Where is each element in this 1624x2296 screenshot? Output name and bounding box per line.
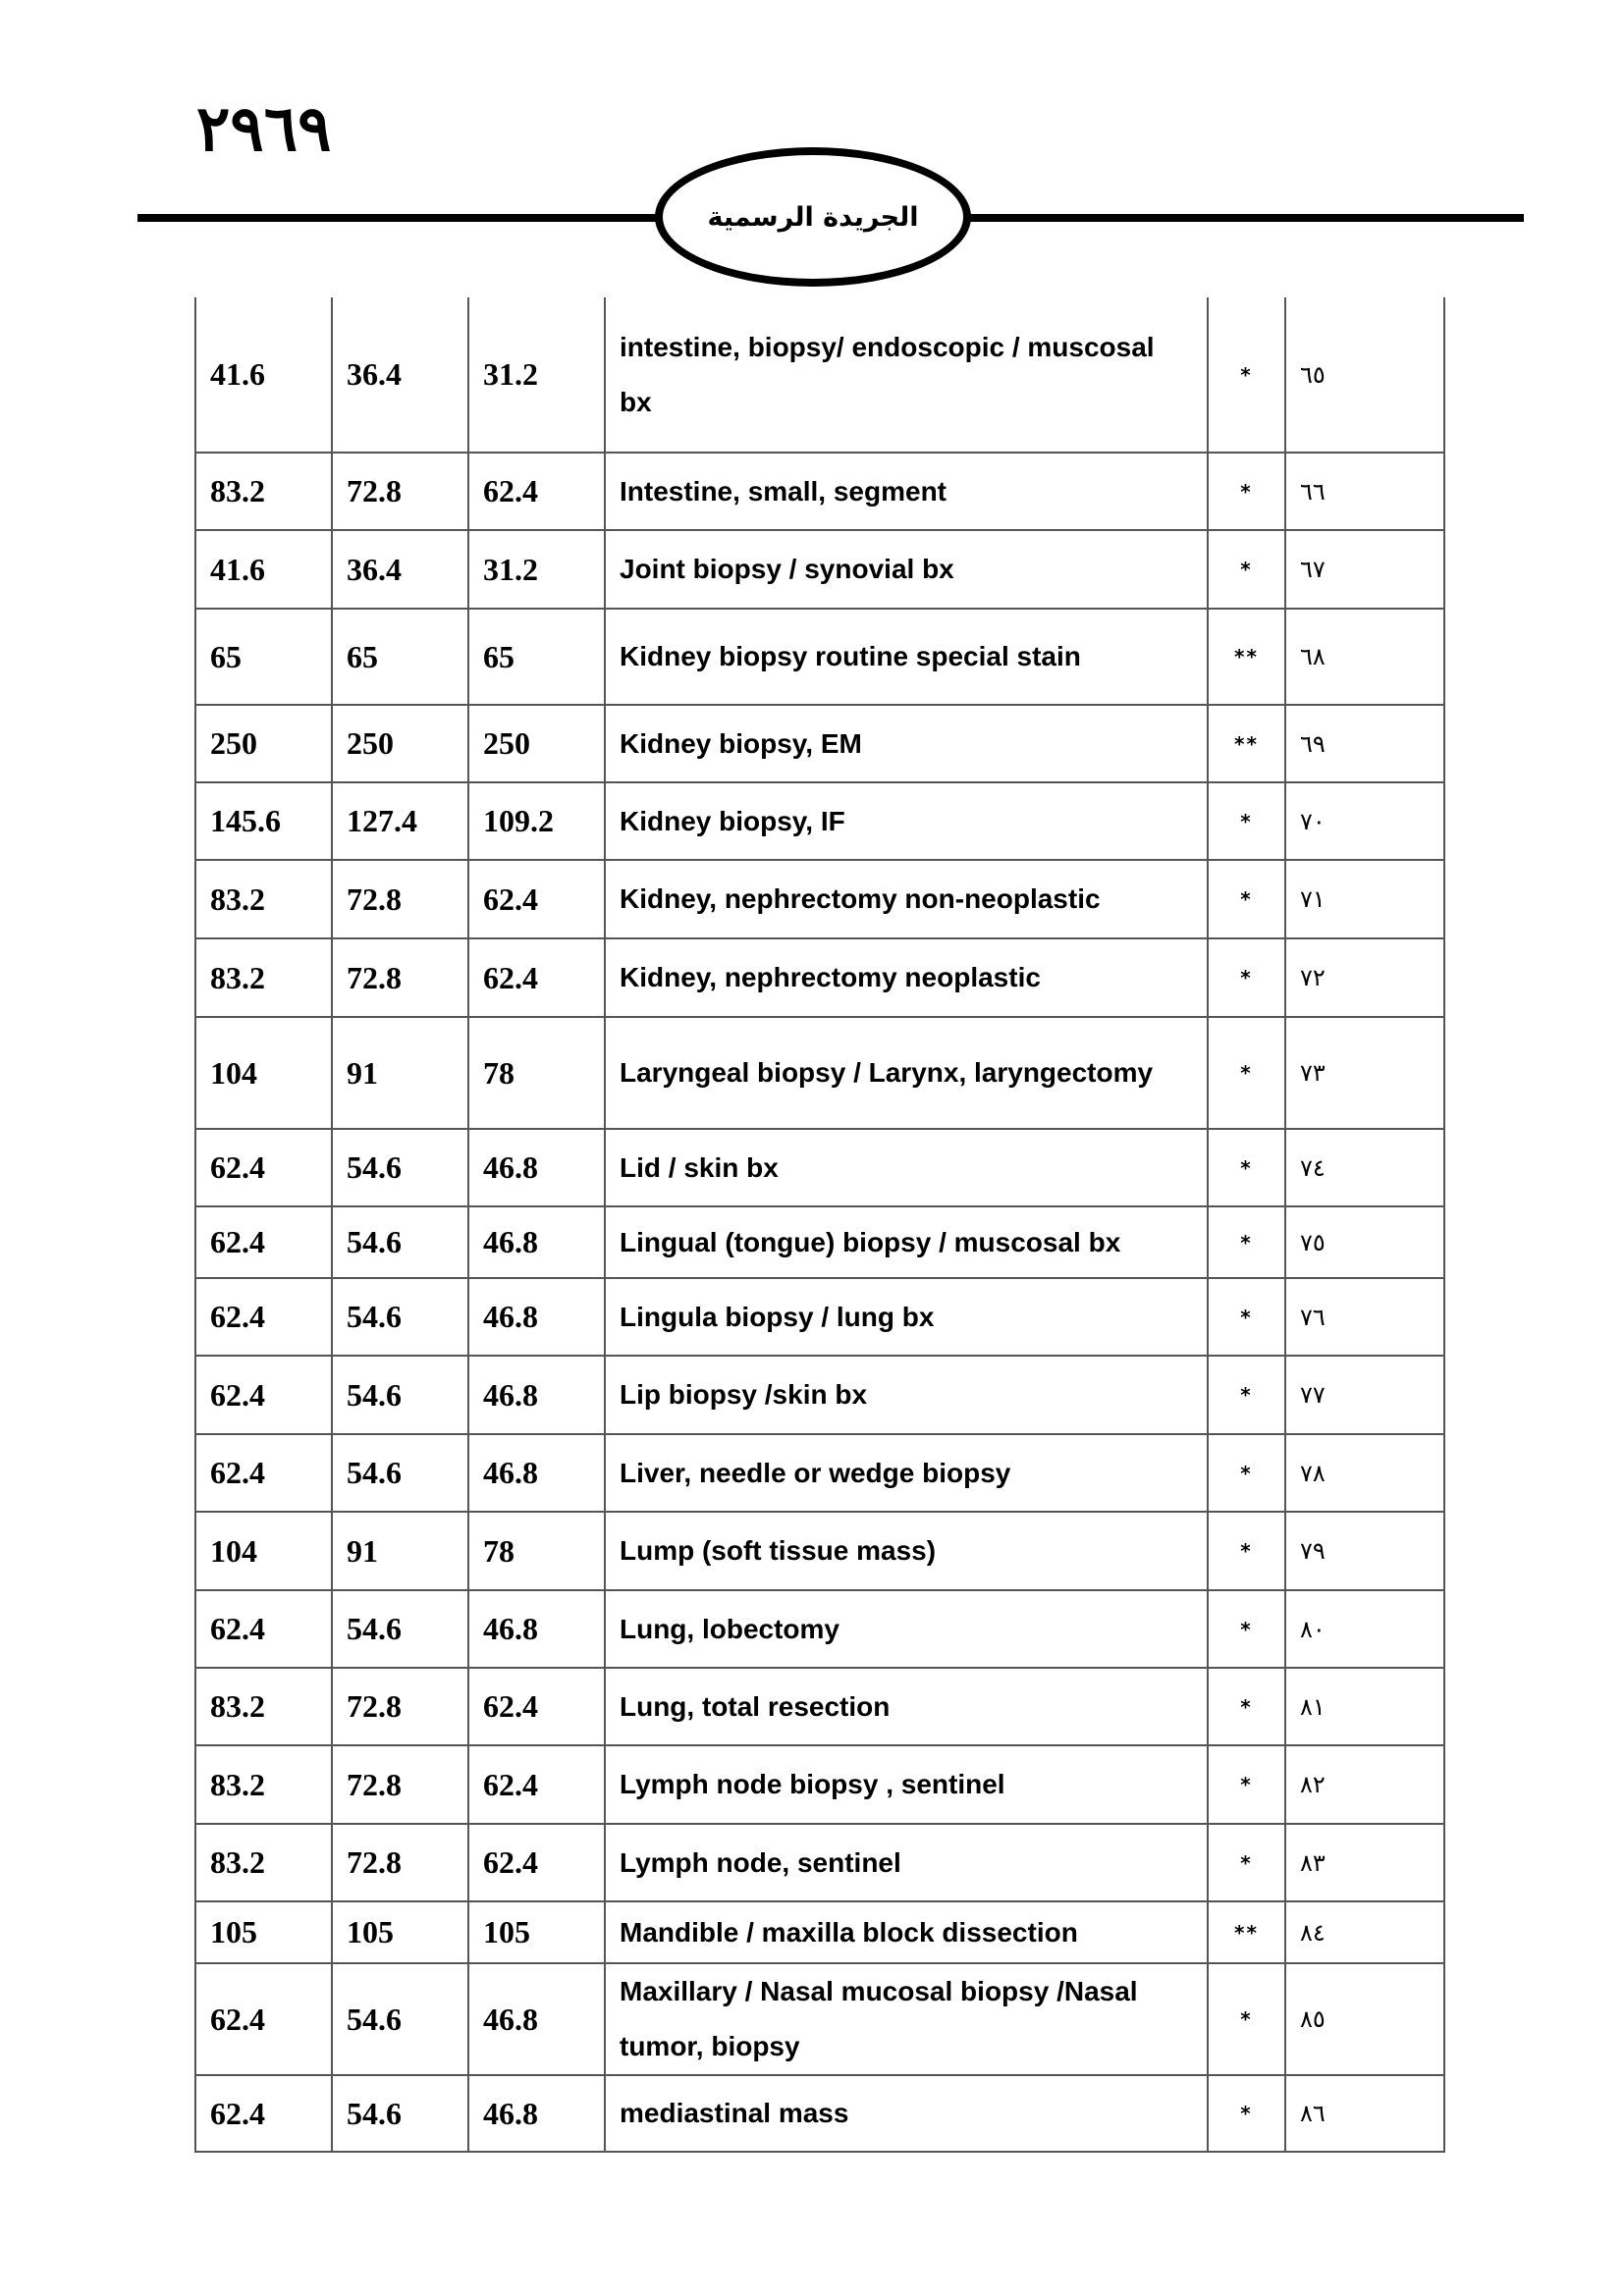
table-row <box>195 1356 1444 1434</box>
header-rule-right <box>962 214 1524 222</box>
fee-col3: 46.8 <box>468 1590 605 1668</box>
row-index-value: ٧٥ <box>1300 1228 1326 1256</box>
row-index <box>1285 1668 1444 1745</box>
asterisk-mark: * <box>1208 2075 1285 2152</box>
fee-col3: 46.8 <box>468 1963 605 2075</box>
row-index <box>1285 860 1444 938</box>
asterisk-mark: * <box>1208 530 1285 609</box>
header-rule-left <box>137 214 673 222</box>
fee-col2: 72.8 <box>332 1745 468 1824</box>
row-index-value: ٦٩ <box>1300 729 1326 758</box>
fee-col3: 46.8 <box>468 2075 605 2152</box>
row-index <box>1285 609 1444 705</box>
fee-col2: 105 <box>332 1901 468 1963</box>
procedure-description: Lip biopsy /skin bx <box>605 1356 1208 1434</box>
row-index-value: ٦٧ <box>1300 556 1326 583</box>
row-index <box>1285 297 1444 453</box>
procedure-description: Kidney biopsy, EM <box>605 705 1208 782</box>
table-row <box>195 297 1444 453</box>
row-index-value: ٧١ <box>1300 885 1326 913</box>
procedure-description: Lymph node biopsy , sentinel <box>605 1745 1208 1824</box>
row-index <box>1285 1512 1444 1590</box>
fee-col3: 31.2 <box>468 297 605 453</box>
row-index-value: ٧٨ <box>1300 1459 1326 1487</box>
procedure-description: Lymph node, sentinel <box>605 1824 1208 1901</box>
fee-col1: 104 <box>195 1017 332 1129</box>
asterisk-mark: ** <box>1208 1901 1285 1963</box>
page-number: ٢٩٦٩ <box>196 92 332 166</box>
procedure-description: Maxillary / Nasal mucosal biopsy /Nasal tumor, biopsy <box>605 1963 1208 2075</box>
fee-col3: 105 <box>468 1901 605 1963</box>
row-index <box>1285 1901 1444 1963</box>
row-index-value: ٨٣ <box>1300 1848 1326 1877</box>
fee-col1: 62.4 <box>195 1434 332 1512</box>
fee-col3: 46.8 <box>468 1434 605 1512</box>
fee-col1: 83.2 <box>195 938 332 1017</box>
fee-col2: 72.8 <box>332 1668 468 1745</box>
asterisk-mark: ** <box>1208 705 1285 782</box>
asterisk-mark: * <box>1208 1824 1285 1901</box>
fees-table <box>194 297 1445 2153</box>
fee-col3: 46.8 <box>468 1278 605 1356</box>
row-index-value: ٧٢ <box>1300 964 1326 991</box>
row-index <box>1285 453 1444 530</box>
row-index <box>1285 1206 1444 1278</box>
table-row <box>195 782 1444 860</box>
row-index-value: ٨١ <box>1300 1692 1326 1721</box>
table-row <box>195 1512 1444 1590</box>
asterisk-mark: * <box>1208 1590 1285 1668</box>
fee-col2: 54.6 <box>332 1590 468 1668</box>
procedure-description: Kidney, nephrectomy non-neoplastic <box>605 860 1208 938</box>
table-row <box>195 1017 1444 1129</box>
row-index-value: ٧٧ <box>1300 1381 1326 1409</box>
procedure-description: Lung, lobectomy <box>605 1590 1208 1668</box>
row-index-value: ٧٣ <box>1300 1059 1326 1087</box>
table-row <box>195 1963 1444 2075</box>
fee-col1: 250 <box>195 705 332 782</box>
fee-col1: 83.2 <box>195 860 332 938</box>
fee-col1: 83.2 <box>195 1668 332 1745</box>
row-index-value: ٦٦ <box>1300 477 1326 506</box>
row-index-value: ٦٥ <box>1300 360 1326 389</box>
fee-col2: 72.8 <box>332 860 468 938</box>
procedure-description: intestine, biopsy/ endoscopic / muscosal bx <box>605 297 1208 453</box>
row-index-value: ٨٤ <box>1300 1918 1326 1947</box>
row-index <box>1285 1824 1444 1901</box>
fee-col2: 36.4 <box>332 530 468 609</box>
fee-col3: 62.4 <box>468 1668 605 1745</box>
fee-col3: 78 <box>468 1512 605 1590</box>
fee-col2: 54.6 <box>332 1206 468 1278</box>
procedure-description: Kidney biopsy, IF <box>605 782 1208 860</box>
fee-col2: 250 <box>332 705 468 782</box>
row-index-value: ٨٥ <box>1300 2005 1326 2033</box>
row-index <box>1285 1590 1444 1668</box>
table-row <box>195 1434 1444 1512</box>
table-row <box>195 1278 1444 1356</box>
fee-col3: 46.8 <box>468 1206 605 1278</box>
row-index-value: ٨٢ <box>1300 1771 1326 1798</box>
row-index-value: ٧٦ <box>1300 1303 1326 1331</box>
row-index <box>1285 530 1444 609</box>
gazette-title: الجريدة الرسمية <box>707 201 919 233</box>
procedure-description: mediastinal mass <box>605 2075 1208 2152</box>
table-row <box>195 860 1444 938</box>
row-index <box>1285 1356 1444 1434</box>
fee-col2: 72.8 <box>332 453 468 530</box>
row-index-value: ٨٠ <box>1300 1615 1326 1643</box>
fee-col2: 91 <box>332 1017 468 1129</box>
procedure-description: Joint biopsy / synovial bx <box>605 530 1208 609</box>
fee-col2: 91 <box>332 1512 468 1590</box>
table-row <box>195 1824 1444 1901</box>
asterisk-mark: * <box>1208 1278 1285 1356</box>
fee-col3: 250 <box>468 705 605 782</box>
fee-col2: 54.6 <box>332 1356 468 1434</box>
row-index <box>1285 782 1444 860</box>
fee-col1: 41.6 <box>195 297 332 453</box>
row-index <box>1285 938 1444 1017</box>
fee-col2: 54.6 <box>332 1434 468 1512</box>
asterisk-mark: * <box>1208 1434 1285 1512</box>
fee-col2: 54.6 <box>332 2075 468 2152</box>
row-index-value: ٨٦ <box>1300 2100 1326 2127</box>
row-index-value: ٧٤ <box>1300 1153 1326 1182</box>
table-row <box>195 530 1444 609</box>
asterisk-mark: * <box>1208 1356 1285 1434</box>
fee-col1: 83.2 <box>195 1745 332 1824</box>
fee-col1: 62.4 <box>195 1278 332 1356</box>
fee-col3: 78 <box>468 1017 605 1129</box>
procedure-description: Lingual (tongue) biopsy / muscosal bx <box>605 1206 1208 1278</box>
fee-col1: 104 <box>195 1512 332 1590</box>
procedure-description: Kidney biopsy routine special stain <box>605 609 1208 705</box>
asterisk-mark: ** <box>1208 609 1285 705</box>
asterisk-mark: * <box>1208 297 1285 453</box>
table-row <box>195 1129 1444 1206</box>
asterisk-mark: * <box>1208 1017 1285 1129</box>
asterisk-mark: * <box>1208 1206 1285 1278</box>
procedure-description: Mandible / maxilla block dissection <box>605 1901 1208 1963</box>
fee-col1: 105 <box>195 1901 332 1963</box>
procedure-description: Intestine, small, segment <box>605 453 1208 530</box>
fee-col3: 62.4 <box>468 938 605 1017</box>
fee-col3: 31.2 <box>468 530 605 609</box>
fee-col1: 83.2 <box>195 1824 332 1901</box>
asterisk-mark: * <box>1208 860 1285 938</box>
fee-col2: 65 <box>332 609 468 705</box>
row-index-value: ٦٨ <box>1300 643 1326 670</box>
fee-col3: 62.4 <box>468 1824 605 1901</box>
gazette-masthead <box>655 147 971 287</box>
asterisk-mark: * <box>1208 1512 1285 1590</box>
procedure-description: Kidney, nephrectomy neoplastic <box>605 938 1208 1017</box>
asterisk-mark: * <box>1208 1963 1285 2075</box>
fee-col2: 36.4 <box>332 297 468 453</box>
row-index <box>1285 1434 1444 1512</box>
table-row <box>195 453 1444 530</box>
fee-col2: 72.8 <box>332 938 468 1017</box>
procedure-description: Lid / skin bx <box>605 1129 1208 1206</box>
fee-col2: 54.6 <box>332 1278 468 1356</box>
table-row <box>195 609 1444 705</box>
fee-col3: 62.4 <box>468 453 605 530</box>
table-row <box>195 1745 1444 1824</box>
fee-col3: 65 <box>468 609 605 705</box>
table-row <box>195 1590 1444 1668</box>
asterisk-mark: * <box>1208 1129 1285 1206</box>
fee-col3: 46.8 <box>468 1129 605 1206</box>
table-row <box>195 938 1444 1017</box>
fee-col1: 62.4 <box>195 1129 332 1206</box>
procedure-description: Laryngeal biopsy / Larynx, laryngectomy <box>605 1017 1208 1129</box>
row-index-value: ٧٠ <box>1300 807 1326 835</box>
fee-col1: 65 <box>195 609 332 705</box>
asterisk-mark: * <box>1208 1745 1285 1824</box>
procedure-description: Liver, needle or wedge biopsy <box>605 1434 1208 1512</box>
fee-col1: 145.6 <box>195 782 332 860</box>
row-index <box>1285 1129 1444 1206</box>
fee-col2: 54.6 <box>332 1963 468 2075</box>
fee-col3: 62.4 <box>468 860 605 938</box>
fee-col1: 62.4 <box>195 1963 332 2075</box>
row-index <box>1285 1278 1444 1356</box>
fee-col1: 83.2 <box>195 453 332 530</box>
table-row <box>195 1668 1444 1745</box>
fee-col1: 41.6 <box>195 530 332 609</box>
procedure-description: Lump (soft tissue mass) <box>605 1512 1208 1590</box>
table-row <box>195 1206 1444 1278</box>
asterisk-mark: * <box>1208 453 1285 530</box>
fee-col3: 62.4 <box>468 1745 605 1824</box>
fee-col1: 62.4 <box>195 2075 332 2152</box>
fee-col2: 54.6 <box>332 1129 468 1206</box>
asterisk-mark: * <box>1208 938 1285 1017</box>
row-index <box>1285 2075 1444 2152</box>
asterisk-mark: * <box>1208 782 1285 860</box>
fee-col2: 72.8 <box>332 1824 468 1901</box>
table-row <box>195 705 1444 782</box>
fee-col1: 62.4 <box>195 1206 332 1278</box>
asterisk-mark: * <box>1208 1668 1285 1745</box>
table-row <box>195 2075 1444 2152</box>
procedure-description: Lingula biopsy / lung bx <box>605 1278 1208 1356</box>
row-index <box>1285 1745 1444 1824</box>
table-row <box>195 1901 1444 1963</box>
fee-col1: 62.4 <box>195 1356 332 1434</box>
fee-col3: 109.2 <box>468 782 605 860</box>
procedure-description: Lung, total resection <box>605 1668 1208 1745</box>
row-index-value: ٧٩ <box>1300 1537 1326 1565</box>
row-index <box>1285 1017 1444 1129</box>
fee-col1: 62.4 <box>195 1590 332 1668</box>
fee-col2: 127.4 <box>332 782 468 860</box>
row-index <box>1285 1963 1444 2075</box>
row-index <box>1285 705 1444 782</box>
fee-col3: 46.8 <box>468 1356 605 1434</box>
